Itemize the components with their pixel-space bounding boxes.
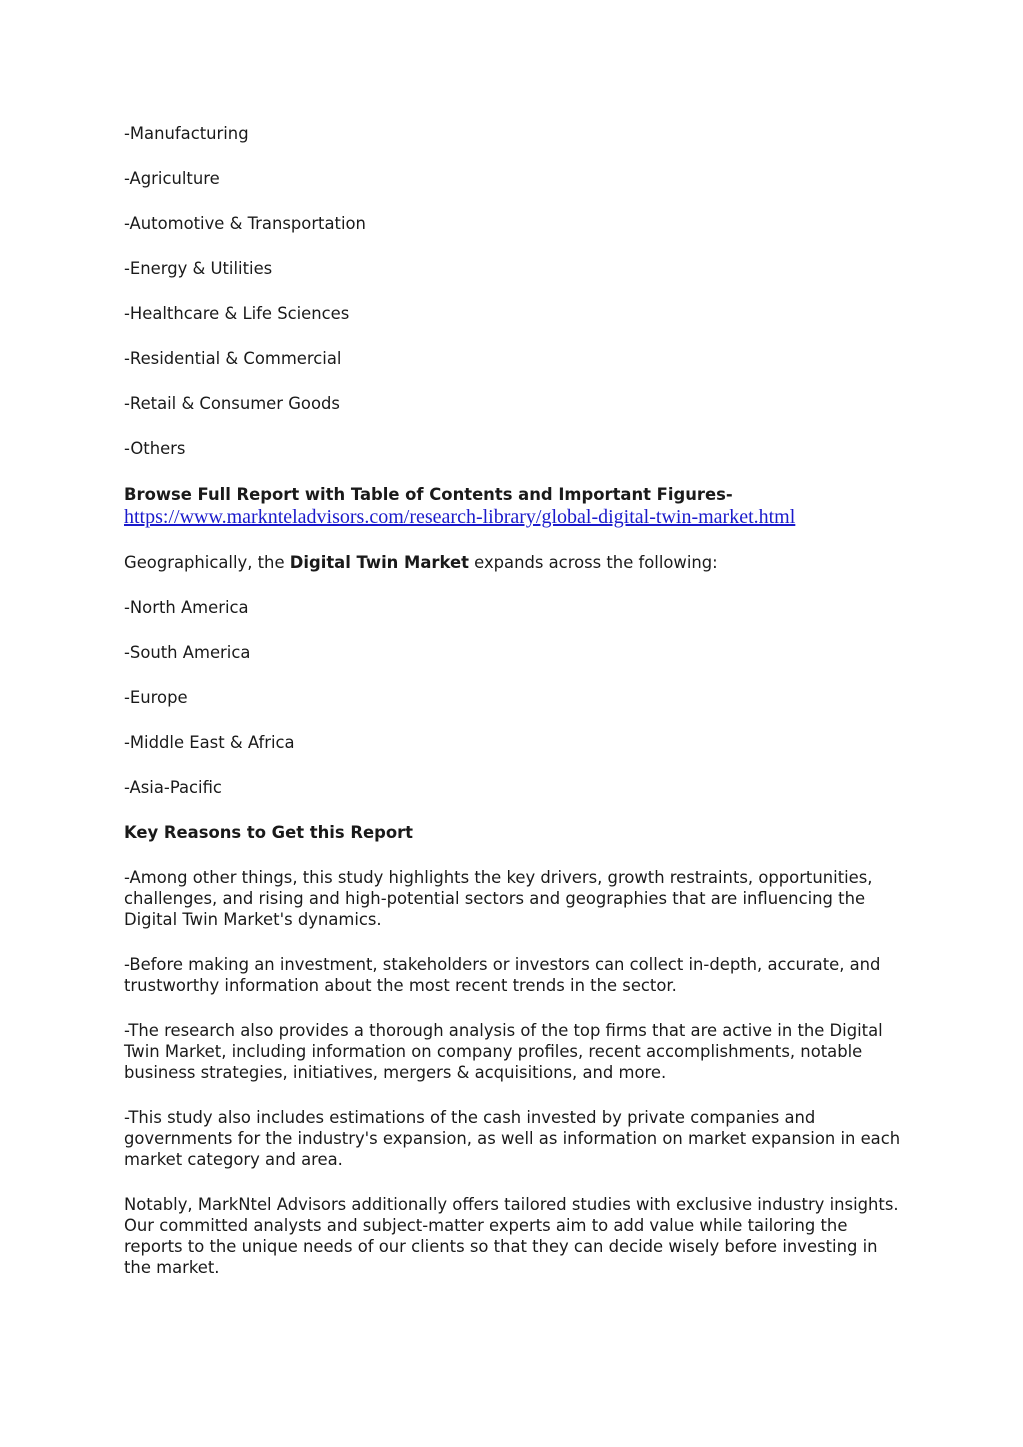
document-page xyxy=(124,123,904,1302)
list-item: -Retail & Consumer Goods xyxy=(124,394,340,413)
list-item: -Manufacturing xyxy=(124,124,249,143)
list-item: -Residential & Commercial xyxy=(124,349,342,368)
closing-paragraph: Notably, MarkNtel Advisors additionally offers tailored studies with exclusive industry insights. Our committed analysts and subject-matter experts aim to add value while tailoring the reports to the unique needs of our clients so that they can decide wisely before investing in the market. xyxy=(124,1195,899,1277)
browse-report-paragraph xyxy=(124,483,904,529)
region-list xyxy=(124,597,904,798)
list-item: -This study also includes estimations of the cash invested by private companies and governments for the industry's expansion, as well as information on market expansion in each market category and area. xyxy=(124,1108,901,1169)
browse-report-label: Browse Full Report with Table of Contents and Important Figures- xyxy=(124,485,733,504)
geography-intro xyxy=(124,552,904,573)
key-reasons-heading: Key Reasons to Get this Report xyxy=(124,823,414,842)
list-item: -Healthcare & Life Sciences xyxy=(124,304,350,323)
geography-intro-text-end: expands across the following: xyxy=(468,553,718,572)
list-item: -Among other things, this study highlights the key drivers, growth restraints, opportunities, challenges, and rising and high-potential sectors and geographies that are influencing the Digital Twin Market's dynamics. xyxy=(124,868,873,929)
key-reasons-list xyxy=(124,867,904,1170)
industry-list xyxy=(124,123,904,459)
list-item: -Automotive & Transportation xyxy=(124,214,366,233)
list-item: -Europe xyxy=(124,688,188,707)
list-item: -Others xyxy=(124,439,186,458)
report-link[interactable]: https://www.marknteladvisors.com/research-library/global-digital-twin-market.html xyxy=(124,506,796,528)
geography-intro-text: Geographically, the xyxy=(124,553,290,572)
list-item: -The research also provides a thorough analysis of the top firms that are active in the Digital Twin Market, including information on company profiles, recent accomplishments, notable business strategies, initiatives, mergers & acquisitions, and more. xyxy=(124,1021,883,1082)
list-item: -South America xyxy=(124,643,251,662)
list-item: -Asia-Pacific xyxy=(124,778,222,797)
list-item: -Before making an investment, stakeholders or investors can collect in-depth, accurate, and trustworthy information about the most recent trends in the sector. xyxy=(124,955,881,995)
list-item: -Energy & Utilities xyxy=(124,259,273,278)
market-name: Digital Twin Market xyxy=(289,553,469,572)
list-item: -Middle East & Africa xyxy=(124,733,295,752)
list-item: -Agriculture xyxy=(124,169,220,188)
list-item: -North America xyxy=(124,598,249,617)
